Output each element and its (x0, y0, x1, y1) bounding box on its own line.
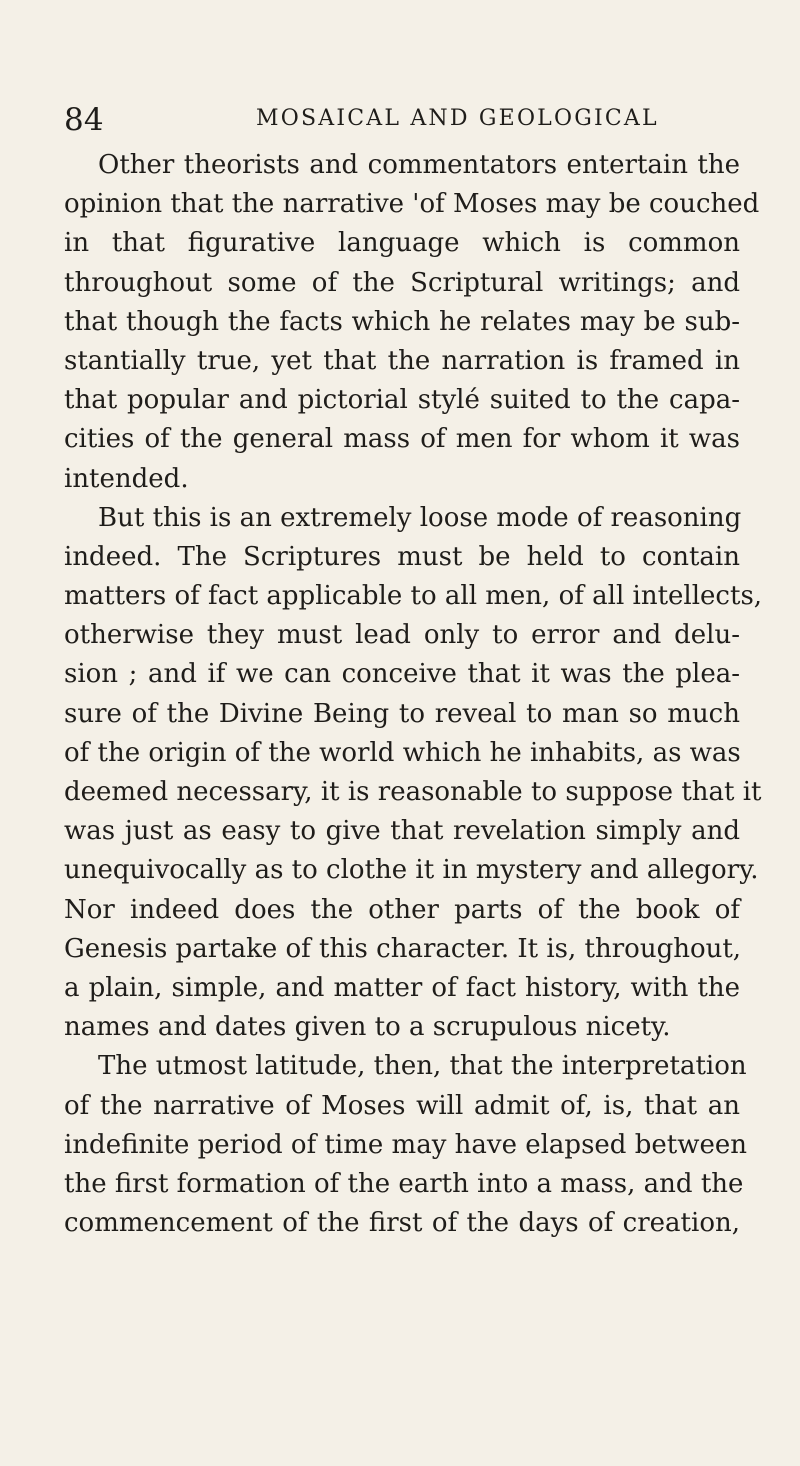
text-line: But this is an extremely loose mode of reasoning (98, 502, 742, 533)
text-line: commencement of the first of the days of creation, (64, 1208, 740, 1239)
text-line: was just as easy to give that revelation simply and (64, 816, 740, 847)
text-line: Genesis partake of this character. It is, throughout, (64, 933, 742, 964)
text-line: matters of fact applicable to all men, of all intellects, (64, 581, 763, 612)
text-line: in that figurative language which is common (64, 228, 740, 259)
running-title: MOSAICAL AND GEOLOGICAL (256, 106, 659, 131)
text-line: Nor indeed does the other parts of the book of (64, 894, 740, 925)
text-line: Other theorists and commentators entertain the (98, 150, 740, 180)
body-text (64, 146, 763, 1243)
text-line: intended. (64, 463, 189, 494)
text-line: that popular and pictorial stylé suited to the capa- (64, 385, 740, 416)
text-line: indefinite period of time may have elapsed between (64, 1129, 747, 1160)
text-line: cities of the general mass of men for whom it was (64, 424, 740, 455)
text-line: sion ; and if we can conceive that it was the plea- (64, 659, 740, 690)
running-head (64, 84, 736, 136)
text-line: a plain, simple, and matter of fact history, with the (64, 972, 740, 1003)
text-line: throughout some of the Scriptural writings; and (64, 267, 740, 298)
text-line: names and dates given to a scrupulous nicety. (64, 1012, 671, 1043)
page-number: 84 (64, 102, 104, 138)
text-line: deemed necessary, it is reasonable to suppose that it (64, 777, 762, 807)
text-line: sure of the Divine Being to reveal to man so much (64, 698, 740, 729)
text-line: indeed. The Scriptures must be held to contain (64, 541, 740, 572)
text-line: The utmost latitude, then, that the interpretation (98, 1051, 747, 1082)
text-line: opinion that the narrative 'of Moses may be couched (64, 189, 760, 220)
text-line: of the narrative of Moses will admit of, is, that an (64, 1090, 740, 1121)
text-line: otherwise they must lead only to error and delu- (64, 620, 740, 651)
text-line: of the origin of the world which he inhabits, as was (64, 737, 741, 768)
text-line: that though the facts which he relates may be sub- (64, 306, 740, 337)
text-line: unequivocally as to clothe it in mystery and allegory. (64, 855, 759, 886)
text-line: the first formation of the earth into a mass, and the (64, 1168, 744, 1199)
text-line: stantially true, yet that the narration is framed in (64, 345, 740, 376)
